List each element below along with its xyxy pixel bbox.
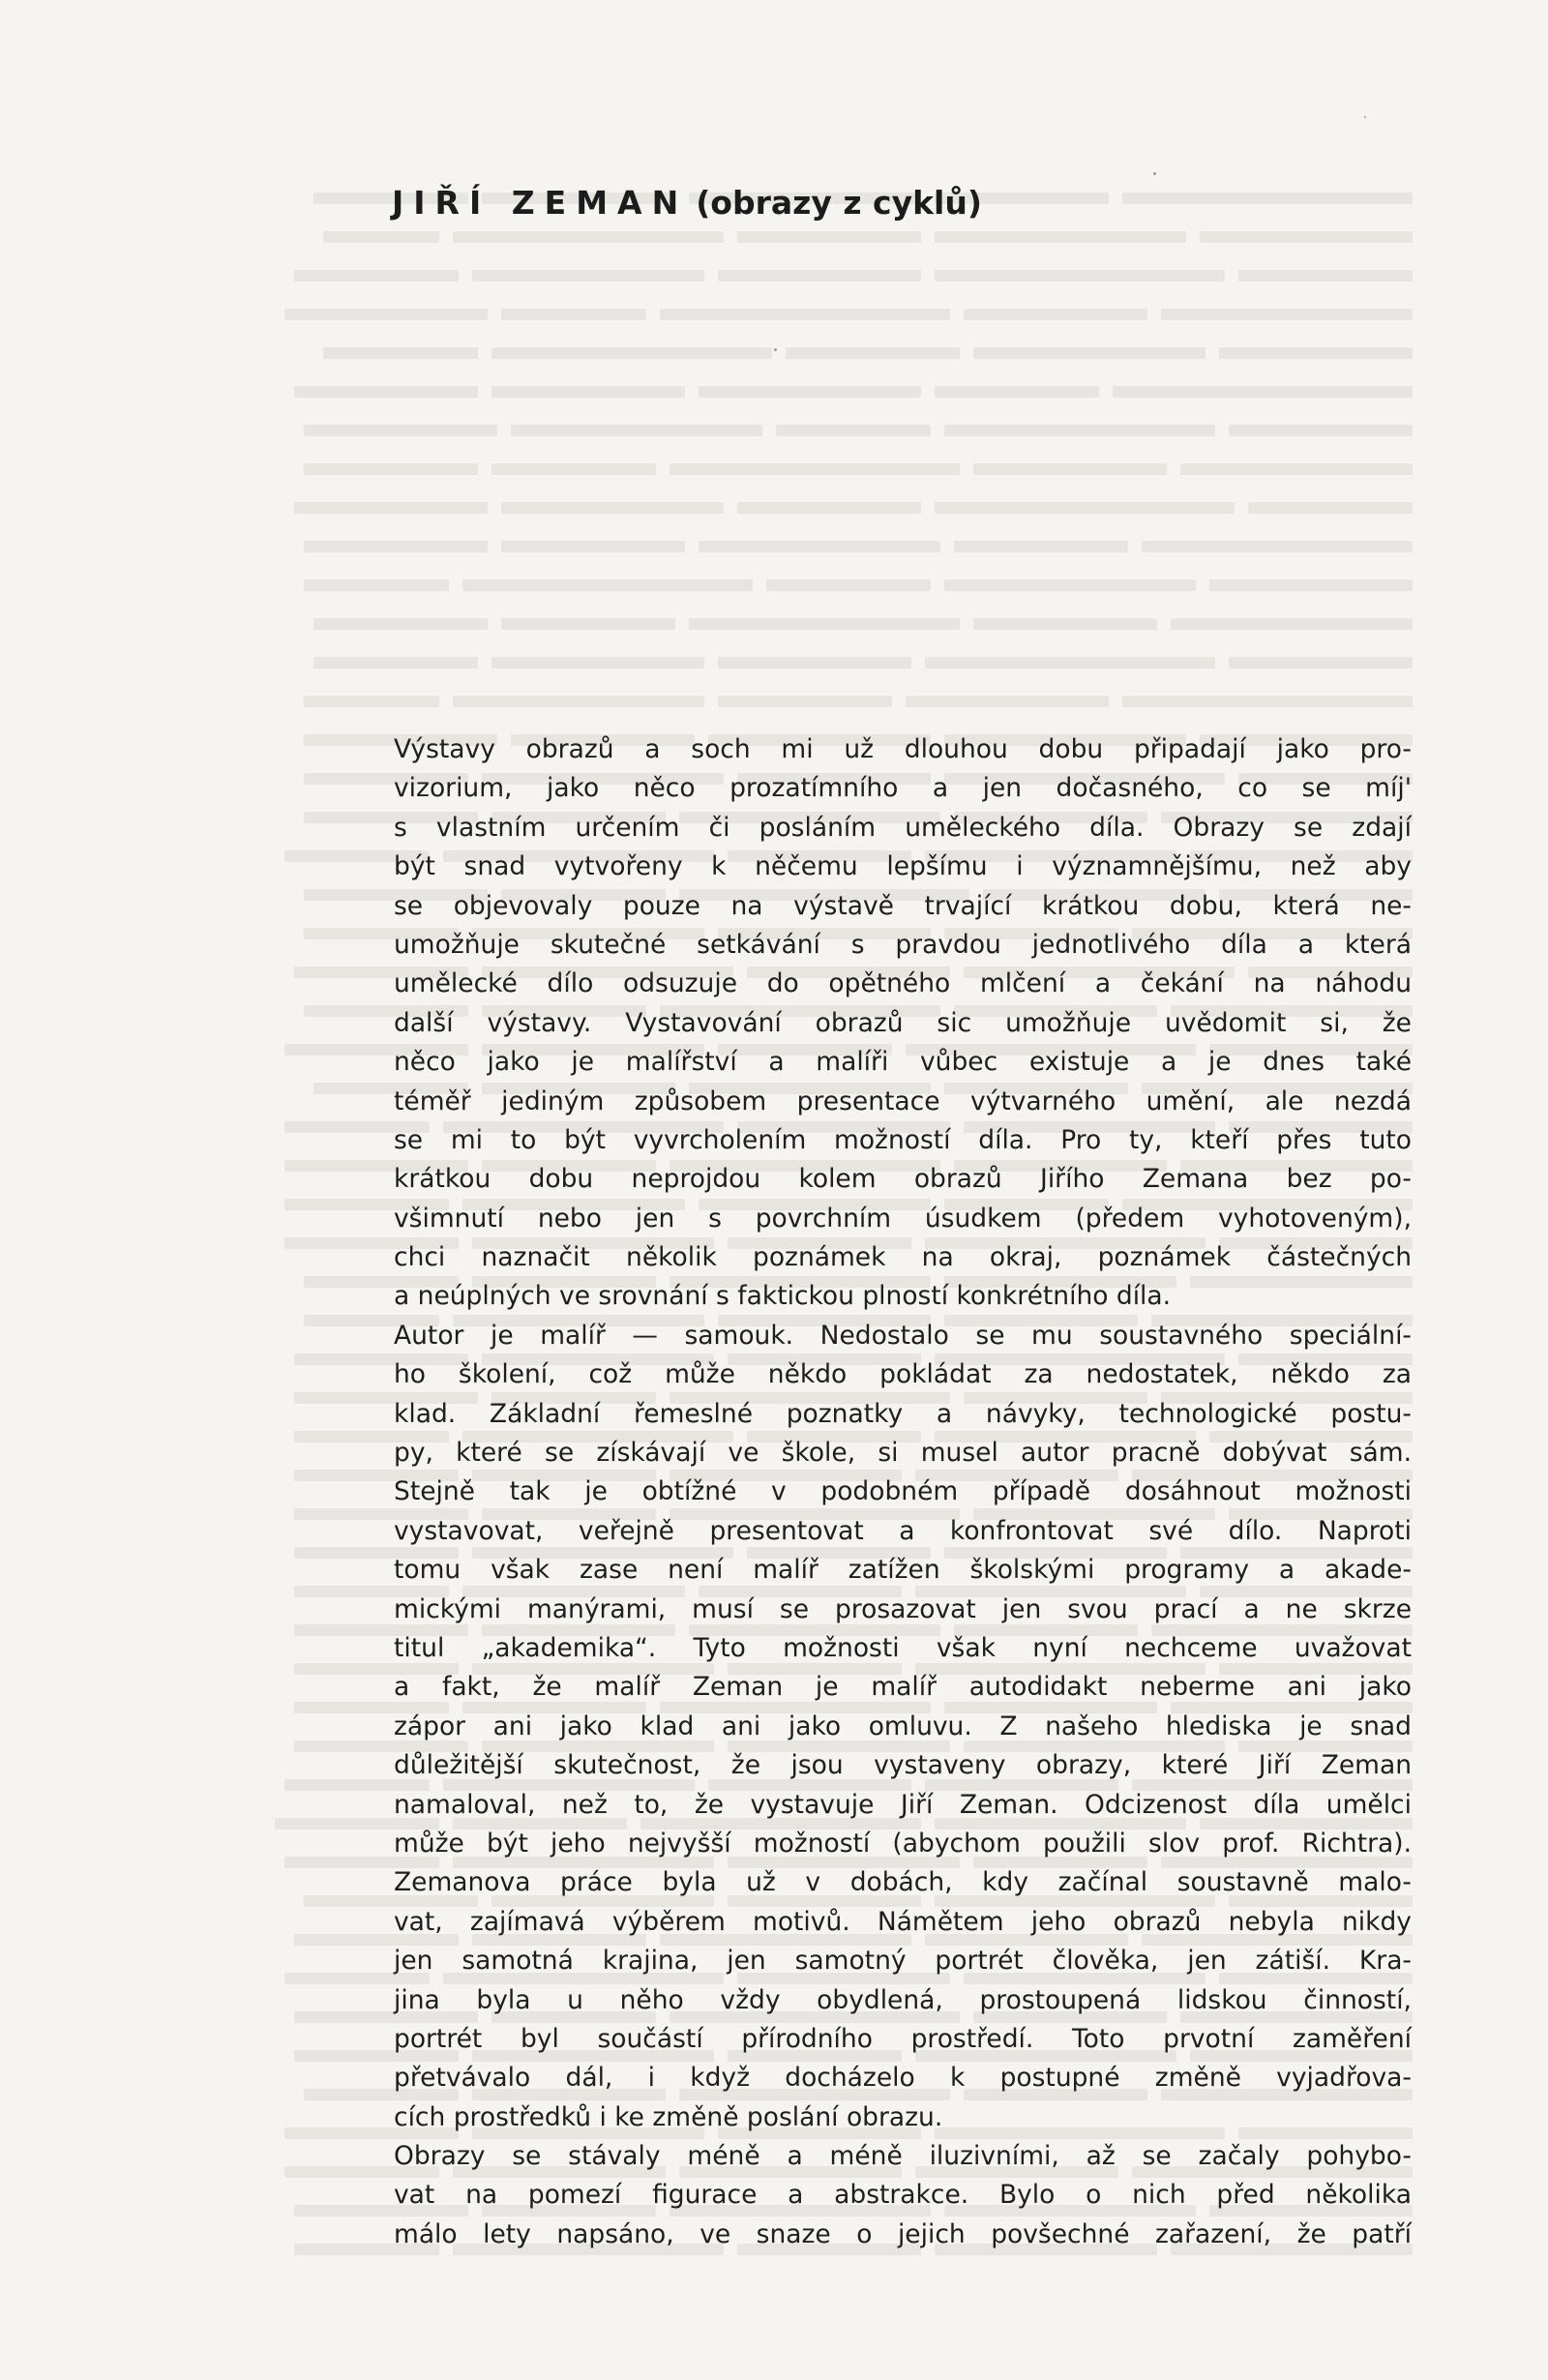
text-line: cích prostředků i ke změně poslání obrazu. bbox=[394, 2101, 943, 2132]
text-line: klad. Základní řemeslné poznatky a návyky, technologické postu- bbox=[394, 1398, 1412, 1429]
text-line: další výstavy. Vystavování obrazů sic umožňuje uvědomit si, že bbox=[394, 1007, 1412, 1038]
text-line: Autor je malíř — samouk. Nedostalo se mu soustavného speciální- bbox=[394, 1320, 1412, 1351]
text-line: s vlastním určením či posláním uměleckého díla. Obrazy se zdají bbox=[394, 812, 1412, 843]
text-line: něco jako je malířství a malíři vůbec existuje a je dnes také bbox=[394, 1047, 1412, 1078]
text-line: vat, zajímavá výběrem motivů. Námětem jeho obrazů nebyla nikdy bbox=[394, 1906, 1412, 1937]
text-line: důležitější skutečnost, že jsou vystaveny obrazy, které Jiří Zeman bbox=[394, 1750, 1412, 1781]
text-line: všimnutí nebo jen s povrchním úsudkem (předem vyhotoveným), bbox=[394, 1203, 1412, 1234]
text-line: se objevovaly pouze na výstavě trvající krátkou dobu, která ne- bbox=[394, 890, 1412, 921]
text-line: a neúplných ve srovnání s faktickou plností konkrétního díla. bbox=[394, 1281, 1172, 1312]
text-line: Stejně tak je obtížné v podobném případě dosáhnout možnosti bbox=[394, 1476, 1412, 1507]
title-subtitle: (obrazy z cyklů) bbox=[696, 184, 982, 222]
text-line: vat na pomezí figurace a abstrakce. Bylo o nich před několika bbox=[394, 2180, 1412, 2211]
text-line: ho školení, což může někdo pokládat za nedostatek, někdo za bbox=[394, 1359, 1412, 1390]
text-line: krátkou dobu neprojdou kolem obrazů Jiřího Zemana bez po- bbox=[394, 1164, 1412, 1195]
title-name: JIŘÍ ZEMAN bbox=[392, 184, 689, 222]
text-line: zápor ani jako klad ani jako omluvu. Z našeho hlediska je snad bbox=[394, 1711, 1412, 1741]
text-line: a fakt, že malíř Zeman je malíř autodidakt neberme ani jako bbox=[394, 1672, 1412, 1703]
text-line: vizorium, jako něco prozatímního a jen dočasného, co se míj' bbox=[394, 773, 1412, 804]
text-line: se mi to být vyvrcholením možností díla. Pro ty, kteří přes tuto bbox=[394, 1124, 1412, 1155]
text-line: titul „akademika“. Tyto možnosti však nyní nechceme uvažovat bbox=[394, 1632, 1412, 1663]
text-line: přetvávalo dál, i když docházelo k postupné změně vyjadřova- bbox=[394, 2063, 1412, 2094]
text-line: může být jeho nejvyšší možností (abychom použili slov prof. Richtra). bbox=[394, 1828, 1412, 1859]
page-title bbox=[392, 184, 982, 222]
text-line: Zemanova práce byla už v dobách, kdy začínal soustavně malo- bbox=[394, 1867, 1412, 1898]
text-line: tomu však zase není malíř zatížen školskými programy a akade- bbox=[394, 1555, 1412, 1586]
article-body bbox=[394, 730, 1412, 2254]
text-line: Obrazy se stávaly méně a méně iluzivními, až se začaly pohybo- bbox=[394, 2141, 1412, 2172]
text-line: mickými manýrami, musí se prosazovat jen svou prací a ne skrze bbox=[394, 1593, 1412, 1624]
text-line: namaloval, než to, že vystavuje Jiří Zeman. Odcizenost díla umělci bbox=[394, 1789, 1412, 1820]
text-line: vystavovat, veřejně presentovat a konfrontovat své dílo. Naproti bbox=[394, 1515, 1412, 1546]
text-line: Výstavy obrazů a soch mi už dlouhou dobu připadají jako pro- bbox=[394, 734, 1412, 764]
text-line: jen samotná krajina, jen samotný portrét člověka, jen zátiší. Kra- bbox=[394, 1946, 1412, 1977]
text-line: být snad vytvořeny k něčemu lepšímu i významnějšímu, než aby bbox=[394, 851, 1412, 882]
text-line: chci naznačit několik poznámek na okraj, poznámek částečných bbox=[394, 1242, 1412, 1273]
text-line: jina byla u něho vždy obydlená, prostoupená lidskou činností, bbox=[394, 1984, 1412, 2015]
text-line: umožňuje skutečné setkávání s pravdou jednotlivého díla a která bbox=[394, 929, 1412, 960]
paper-speck bbox=[1153, 172, 1156, 175]
paper-speck bbox=[1364, 116, 1366, 118]
text-line: téměř jediným způsobem presentace výtvarného umění, ale nezdá bbox=[394, 1086, 1412, 1116]
text-line: portrét byl součástí přírodního prostředí. Toto prvotní zaměření bbox=[394, 2023, 1412, 2054]
text-line: py, které se získávají ve škole, si musel autor pracně dobývat sám. bbox=[394, 1438, 1412, 1469]
text-line: málo lety napsáno, ve snaze o jejich povšechné zařazení, že patří bbox=[394, 2218, 1412, 2249]
text-line: umělecké dílo odsuzuje do opětného mlčení a čekání na náhodu bbox=[394, 968, 1412, 999]
paper-speck bbox=[774, 348, 777, 351]
